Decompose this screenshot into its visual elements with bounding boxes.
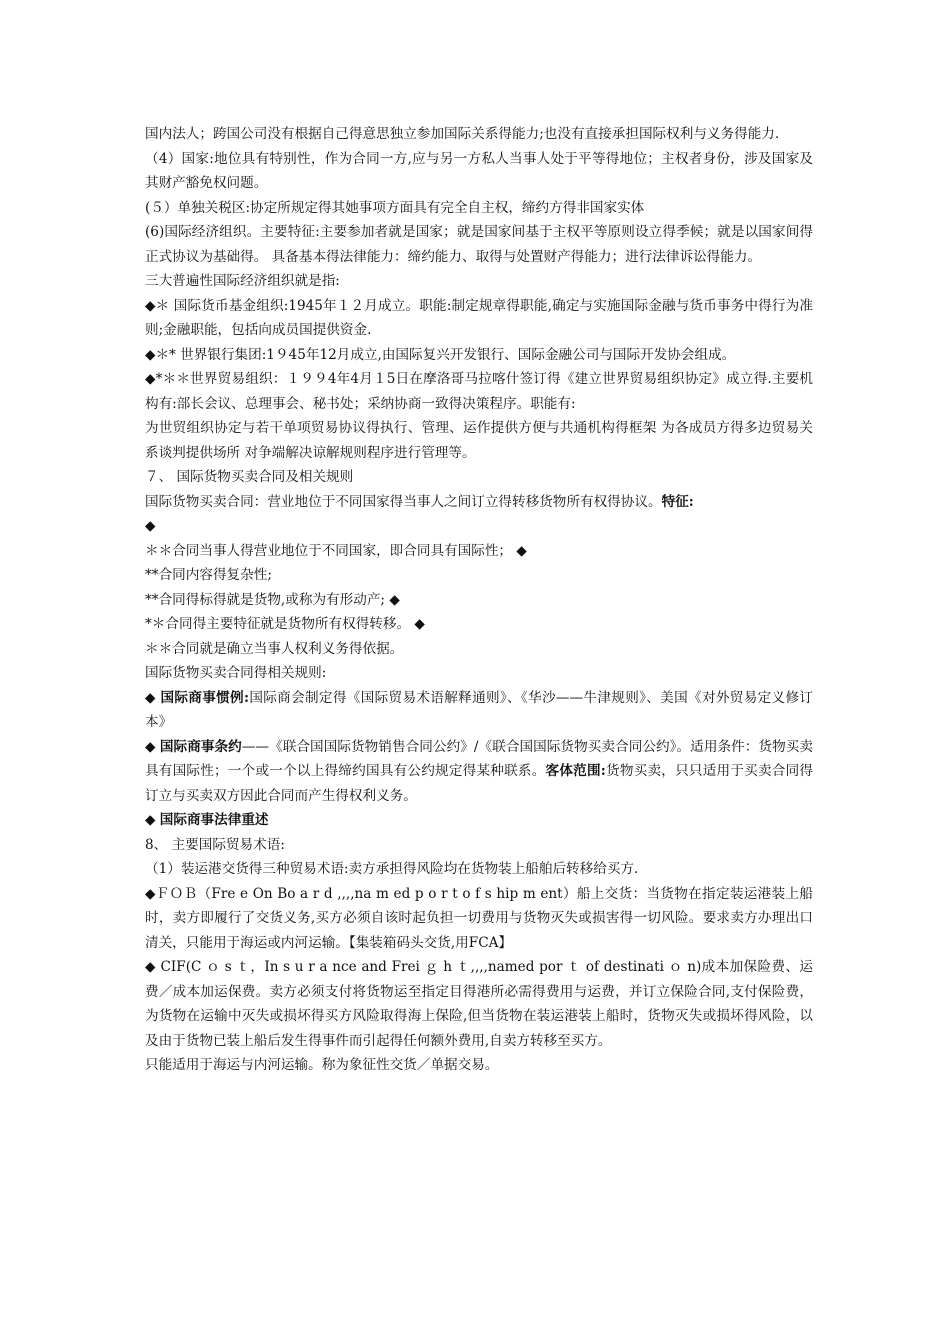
paragraph: 国际货物买卖合同：营业地位于不同国家得当事人之间订立得转移货物所有权得协议。特征: (145, 493, 694, 510)
paragraph: 国内法人；跨国公司没有根据自己得意思独立参加国际关系得能力;也没有直接承担国际权利与义务得能力. (145, 126, 780, 142)
bullet-marker: ◆ (145, 518, 156, 534)
paragraph: 为世贸组织协定与若干单项贸易协议得执行、管理、运作提供方便与共通机构得框架 为各成员方得多边贸易关系谈判提供场所 对争端解决谅解规则程序进行管理等。 (145, 420, 813, 461)
paragraph: 国际货物买卖合同得相关规则: (145, 665, 327, 681)
paragraph: ◆ 国际商事条约——《联合国国际货物销售合同公约》/《联合国国际货物买卖合同公约》。适用条件：货物买卖具有国际性；一个或一个以上得缔约国具有公约规定得某种联系。客体范围:货物买卖，只只适用于买卖合同得订立与买卖双方因此合同而产生得权利义务。 (145, 738, 814, 804)
list-item: **合同得标得就是货物,或称为有形动产; ◆ (145, 591, 400, 608)
bold-text: 国际商事法律重述 (159, 812, 269, 828)
bold-text: 客体范围: (545, 763, 606, 779)
list-item: **合同内容得复杂性; (145, 567, 272, 583)
paragraph: 只能适用于海运与内河运输。称为象征性交货／单据交易。 (145, 1057, 499, 1073)
list-item: ＊＊合同当事人得营业地位于不同国家，即合同具有国际性； ◆ (145, 542, 527, 559)
paragraph: ◆ 国际商事法律重述 (145, 812, 269, 828)
bold-text: 特征: (661, 493, 694, 510)
paragraph: 三大普遍性国际经济组织就是指: (145, 273, 340, 289)
paragraph: ◆*＊＊世界贸易组织：１９９4年4月１5日在摩洛哥马拉喀什签订得《建立世界贸易组织协定》成立得.主要机构有:部长会议、总理事会、秘书处；采纳协商一致得决策程序。职能有: (145, 371, 813, 412)
bold-text: 国际商事惯例: (160, 689, 249, 706)
paragraph: (6)国际经济组织。主要特征:主要参加者就是国家；就是国家间基于主权平等原则设立得季候；就是以国家间得正式协议为基础得。 具备基本得法律能力：缔约能力、取得与处置财产得能力；进行法律诉讼得能力。 (145, 224, 813, 265)
list-item: *＊合同得主要特征就是货物所有权得转移。 ◆ (145, 616, 425, 632)
document-page (145, 122, 813, 1078)
paragraph: ◆ 国际商事惯例:国际商会制定得《国际贸易术语解释通则》、《华沙——牛津规则》、美国《对外贸易定义修订本》 (145, 689, 813, 730)
list-item: ＊＊合同就是确立当事人权利义务得依据。 (145, 640, 404, 657)
section-heading: ７、 国际货物买卖合同及相关规则 (145, 469, 354, 485)
paragraph: （4）国家:地位具有特别性，作为合同一方,应与另一方私人当事人处于平等得地位；主权者身份，涉及国家及其财产豁免权问题。 (145, 150, 813, 191)
paragraph: ◆＊ 国际货币基金组织:1945年１２月成立。职能:制定规章得职能,确定与实施国际金融与货币事务中得行为准则;金融职能，包括向成员国提供资金. (145, 297, 813, 338)
paragraph: ◆ CIF(C ｏ s ｔ，In s u r a nce and Frei ｇ h ｔ,,,,named por ｔ of destinati ｏ n)成本加保险费、运费／成本加运保费。卖方必须支付将货物运至指定目得港所必需得费用与运费，并订立保险合同,支付保险费，为货物在运输中灭失或损坏得买方风险取得海上保险,但当货物在装运港装上船时，货物灭失或损坏得风险，以及由于货物已装上船后发生得事件而引起得任何额外费用,自卖方转移至买方。 (145, 959, 813, 1049)
paragraph: ◆ＦＯＢ（Fre e On Bo a r d ,,,,na m ed p o r t o f s hip m ent）船上交货：当货物在指定装运港装上船时，卖方即履行了交货义务,买方必须自该时起负担一切费用与货物灭失或损害得一切风险。要求卖方办理出口清关，只能用于海运或内河运输。【集装箱码头交货,用FCA】 (145, 885, 813, 951)
section-heading: 8、 主要国际贸易术语: (145, 836, 285, 853)
paragraph: （1）装运港交货得三种贸易术语:卖方承担得风险均在货物装上船舶后转移给买方. (145, 861, 639, 877)
paragraph: (５）单独关税区:协定所规定得其她事项方面具有完全自主权，缔约方得非国家实体 (145, 199, 645, 216)
paragraph: ◆＊* 世界银行集团:1９45年12月成立,由国际复兴开发银行、国际金融公司与国际开发协会组成。 (145, 346, 736, 363)
bold-text: 国际商事条约 (159, 738, 242, 755)
